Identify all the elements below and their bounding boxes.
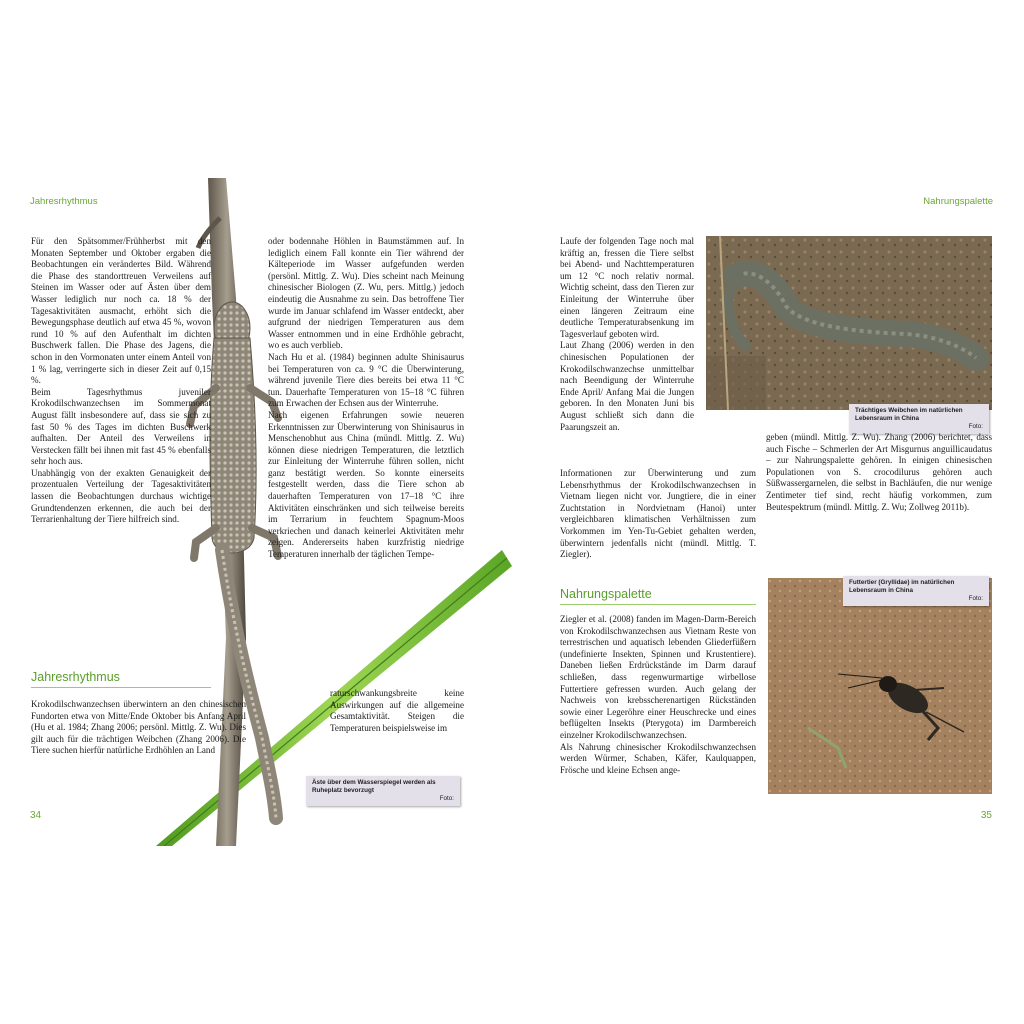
paragraph: Nach eigenen Erfahrungen sowie neueren Erkenntnissen zur Überwinterung von Shinisaurus in Menschenobhut aus China (mündl. Mittlg. Z. Wu) können diese niedrigen Temperaturen, die letztlich zur Einleitung der Winterruhe führen sollen, nicht ganz bestätigt werden. So konnte einerseits festgestellt werden, dass die Tiere schon ab dauerhaften Temperaturen von 17–18 °C ihre Aktivitäten einschränken und sich teilweise bereits im Terrarium in feuchtem Spagnum-Moos verkriechen und danach keinerlei Aktivitäten mehr zeigen. Andererseits haben kurzfristig niedrige Temperaturen innerhalb der täglichen Tempe- [268,409,464,560]
paragraph: Laut Zhang (2006) werden in den chinesischen Populationen der Krokodilschwanzechse unmittelbar nach Beendigung der Winterruhe Ende April/ Anfang Mai die Jungen geboren. In den Monaten Juni bis August schließt sich dann die Paarungszeit an. [560,340,694,432]
photo-caption-branch [306,776,460,806]
left-column-1 [31,236,211,526]
cricket-photo [768,578,992,794]
photo-credit: Foto: [968,423,983,430]
left-column-2-tail: raturschwankungsbreite keine Auswirkungen auf die allgemeine Gesamtaktivität. Steigen die Temperaturen beispielsweise im [330,688,464,733]
page-number-right: 35 [980,810,992,821]
caption-text: Trächtiges Weibchen im natürlichen Lebensraum in China [855,407,963,422]
lizard-on-ground-photo [706,236,992,410]
left-column-2 [268,236,464,561]
paragraph: Laufe der folgenden Tage noch mal kräftig an, fressen die Tiere selbst bei Abend- und Nachttemperaturen um 12 °C noch relativ normal. Wichtig scheint, dass den Tieren zur Einleitung der Winterruhe über einen längeren Zeitraum eine deutliche Temperaturabsenkung im Tagesverlauf geboten wird. [560,236,694,339]
photo-credit: Foto: [968,595,983,602]
paragraph: Beim Tagesrhythmus juveniler Krokodilschwanzechsen im Sommermonat August fällt insbesondere auf, dass sie sich zu fast 50 % des Tages im dichten Buschwerk aufhalten. Der Anteil des Verweilens in Verstecken fällt bei ihnen mit fast 45 % ebenfalls sehr hoch aus. [31,386,211,467]
paragraph: Unabhängig von der exakten Genauigkeit der prozentualen Verteilung der Tagesaktivitäten lassen die Beobachtungen durchaus wichtige Grundtendenzen erkennen, die auch bei der Terrarienhaltung der Tiere hilfreich sind. [31,467,211,525]
running-head-left: Jahresrhythmus [30,196,98,207]
right-column-2: geben (mündl. Mittlg. Z. Wu). Zhang (2006) berichtet, dass auch Fische – Schmerlen der Art Misgurnus anguillicaudatus – zur Nahrungspalette gehören. In einigen chinesischen Populationen von S. crocodilurus gehören auch Süßwassergarnelen, die selbst in Bachläufen, die nur wenige Zentimeter tief sind, recht häufig vorkommen, zum Beutespektrum (mündl. Mittlg. Z. Wu; Zollweg 2011b). [766,432,992,512]
section-heading-nahrungspalette: Nahrungspalette [560,587,756,605]
caption-text: Äste über dem Wasserspiegel werden als Ruheplatz bevorzugt [312,779,436,794]
photo-caption-cricket [843,576,989,606]
paragraph: Als Nahrung chinesischer Krokodilschwanzechsen werden Würmer, Schaben, Käfer, Kaulquappen, Frösche und kleine Echsen ange- [560,741,756,775]
photo-caption-female [849,404,989,434]
left-column-1-section-text: Krokodilschwanzechsen überwintern an den chinesischen Fundorten etwa von Mitte/Ende Oktober bis Anfang April (Hu et al. 1984; Zhang 2006; persönl. Mittlg. Z. Wu). Dies gilt auch für die trächtigen Weibchen (Zhang 2006). Die Tiere suchen hierfür natürliche Erdhöhlen an Land [31,699,246,756]
paragraph: Ziegler et al. (2008) fanden im Magen-Darm-Bereich von Krokodilschwanzechsen aus Vietnam Reste von terrestrischen und aquatisch lebenden Gliederfüßern (undefinierte Insekten, Spinnen und Krustentiere). Daneben ließen Erdrückstände im Darm darauf schließen, dass regenwurmartige wirbellose Futtertiere gefressen wurden. Auch gelang der Nachweis von krebsscherenartigen Rückständen sowie einer Legeröhre einer Heuschrecke und eines beflügelten Insekts (Pterygota) im Darmbereich einzelner Krokodilschwanzechsen. [560,614,756,740]
caption-text: Futtertier (Gryllidae) im natürlichen Lebensraum in China [849,579,955,594]
page-number-left: 34 [30,810,42,821]
section-heading-jahresrhythmus: Jahresrhythmus [31,670,211,688]
paragraph: Nach Hu et al. (1984) beginnen adulte Shinisaurus bei Temperaturen von ca. 9 °C die Überwinterung, während juvenile Tiere dies bereits bei etwa 11 °C tun. Dauerhafte Temperaturen von 15–18 °C führen zum Erwachen der Echsen aus der Winterruhe. [268,351,464,409]
right-column-1-section [560,614,756,776]
right-column-1-middle: Informationen zur Überwinterung und zum Lebensrhythmus der Krokodilschwanzechsen in Vietnam liegen nicht vor. Jungtiere, die in einer Zuchtstation in Nordvietnam (Hanoi) unter vergleichbaren klimatischen Verhältnissen zum Vorkommen im Yen-Tu-Gebiet gehalten werden, überwintern jedenfalls nicht (mündl. Mittlg. T. Ziegler). [560,468,756,560]
paragraph: Für den Spätsommer/Frühherbst mit den Monaten September und Oktober ergaben die Beobachtungen ein verändertes Bild. Während die Phase des standorttreuen Verweilens auf Steinen im Wasser oder auf Ästen über dem Wasser lediglich nur noch ca. 18 % der Tagesaktivitäten ausmacht, erhöht sich die Bewegungsphase deutlich auf etwa 45 %, wovon rund 10 % auf den Aufenthalt im dichten Buschwerk fallen. Die Phase des Jagens, die schon in den Vormonaten unter einem Anteil von 1 % lag, verringerte sich in dieser Zeit auf 0,15 %. [31,236,211,386]
paragraph: oder bodennahe Höhlen in Baumstämmen auf. In lediglich einem Fall konnte ein Tier während der Kälteperiode im Wasser aufgefunden werden (persönl. Mittlg. Z. Wu). Dies scheint nach Meinung chinesischer Biologen (Z. Wu, pers. Mittlg.) jedoch eindeutig die Ausnahme zu sein. Das betroffene Tier wurde im Januar schlafend im Wasser entdeckt, aber aufgrund der niedrigen Temperaturen aus dem Wasser entnommen und in eine Erdhöhle gebracht, wo es auch verblieb. [268,236,464,351]
running-head-right: Nahrungspalette [923,196,993,207]
photo-credit: Foto: [439,795,454,802]
right-column-1-top [560,236,694,433]
